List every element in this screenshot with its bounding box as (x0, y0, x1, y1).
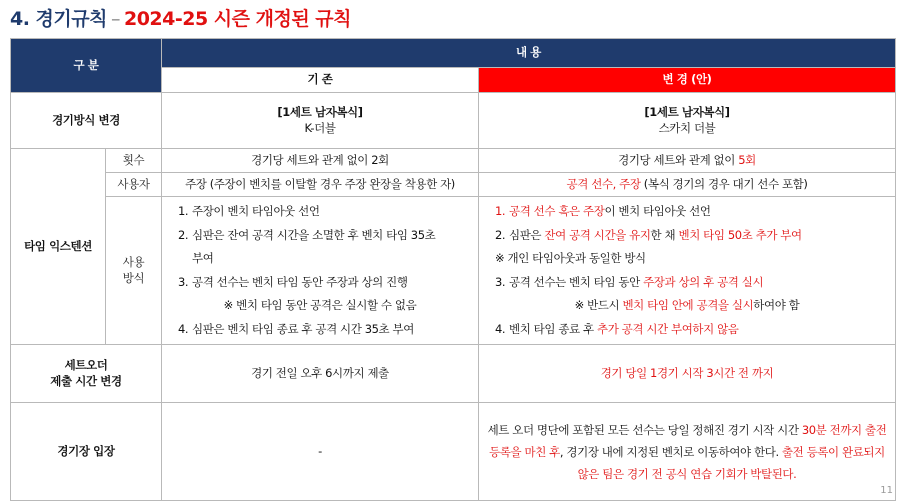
setorder-old: 경기 전일 오후 6시까지 제출 (162, 345, 479, 403)
item-text: 벤치 타임 종료 후 (509, 321, 597, 336)
list-item (479, 224, 895, 248)
entry-new-text (479, 413, 895, 491)
row-timeout-count (11, 149, 896, 173)
item-text-red: 추가 공격 시간 부여하지 않음 (596, 321, 739, 336)
list-item (162, 224, 478, 248)
entry-text-red: 출전 등록이 완료되지 않은 팀은 경기 전 공식 연습 기회가 박탈된다. (577, 444, 885, 481)
item-text: 심판은 벤치 타임 종료 후 공격 시간 35초 부여 (192, 321, 414, 336)
category-setorder (11, 345, 162, 403)
item-text: 한 채 (650, 227, 679, 242)
method-new (479, 197, 896, 345)
format-new-line2: 스카치 더블 (658, 120, 716, 135)
header-old: 기 존 (162, 68, 479, 93)
note-text: ※ 반드시 (574, 298, 623, 312)
list-item (162, 318, 478, 342)
category-setorder-line1: 세트오더 (64, 357, 108, 372)
count-new (479, 149, 896, 173)
count-old: 경기당 세트와 관계 없이 2회 (162, 149, 479, 173)
count-new-red: 5회 (738, 152, 756, 167)
list-note (479, 247, 895, 271)
method-old-list (162, 200, 478, 341)
row-timeout-method (11, 197, 896, 345)
sub-user: 사용자 (106, 173, 162, 197)
list-item-continuation (162, 247, 478, 271)
note-text: ※ 개인 타임아웃과 동일한 방식 (495, 251, 646, 265)
item-text: 공격 선수는 벤치 타임 동안 (509, 274, 644, 289)
list-note (479, 294, 895, 318)
item-text-red: 벤치 타임 50초 추가 부여 (678, 227, 802, 242)
method-old (162, 197, 479, 345)
header-gubun: 구 분 (11, 39, 162, 93)
note-text: 하여야 함 (753, 298, 800, 312)
title-highlight: 2024-25 시즌 개정된 규칙 (123, 8, 352, 30)
row-format (11, 93, 896, 149)
format-new-line1: [1세트 남자복식] (644, 104, 730, 119)
entry-text: 세트 오더 명단에 포함된 모든 선수는 당일 정해진 경기 시작 시간 (487, 422, 802, 437)
entry-new (479, 403, 896, 501)
list-item (162, 271, 478, 295)
list-note (162, 294, 478, 318)
sub-method-line2: 방식 (122, 270, 145, 285)
item-text-red: 주장과 상의 후 공격 실시 (643, 274, 764, 289)
page-title (10, 4, 351, 31)
sub-count: 횟수 (106, 149, 162, 173)
count-new-text: 경기당 세트와 관계 없이 (618, 152, 739, 167)
user-new-red: 공격 선수, 주장 (566, 176, 641, 191)
item-text-red: 공격 선수 혹은 주장 (509, 204, 605, 218)
list-item (479, 318, 895, 342)
item-text: 공격 선수는 벤치 타임 동안 주장과 상의 진행 (192, 274, 408, 289)
item-number: 1. (495, 204, 506, 218)
page-number: 11 (880, 485, 893, 496)
format-old (162, 93, 479, 149)
item-number: 2. (178, 227, 189, 242)
category-setorder-line2: 제출 시간 변경 (50, 373, 122, 388)
category-entry: 경기장 입장 (11, 403, 162, 501)
item-number: 1. (178, 204, 189, 218)
category-timeout: 타임 익스텐션 (11, 149, 106, 345)
setorder-new: 경기 당일 1경기 시작 3시간 전 까지 (479, 345, 896, 403)
row-entry (11, 403, 896, 501)
title-separator: – (110, 8, 120, 30)
method-new-list (479, 200, 895, 341)
item-text-red: 잔여 공격 시간을 유지 (544, 227, 651, 242)
note-text-red: 벤치 타임 안에 공격을 실시 (622, 298, 754, 312)
row-setorder (11, 345, 896, 403)
user-new-text: (복식 경기의 경우 대기 선수 포함) (640, 176, 808, 191)
item-number: 3. (495, 274, 506, 289)
item-text: 부여 (192, 251, 214, 265)
item-text: 심판은 (509, 227, 545, 242)
entry-old: - (162, 403, 479, 501)
note-text: ※ 벤치 타임 동안 공격은 실시할 수 없음 (223, 298, 417, 312)
category-format: 경기방식 변경 (11, 93, 162, 149)
user-old: 주장 (주장이 벤치를 이탈할 경우 주장 완장을 착용한 자) (162, 173, 479, 197)
list-item (479, 200, 895, 224)
format-old-line1: [1세트 남자복식] (277, 104, 363, 119)
header-new: 변 경 (안) (479, 68, 896, 93)
entry-text: , 경기장 내에 지정된 벤치로 이동하여야 한다. (559, 444, 782, 459)
sub-method (106, 197, 162, 345)
entry-text-red: 30분 전까지 출전 등록을 마친 후 (489, 422, 887, 459)
format-new (479, 93, 896, 149)
item-number: 4. (495, 321, 506, 336)
sub-method-line1: 사용 (122, 254, 145, 269)
item-number: 3. (178, 274, 189, 289)
title-prefix: 4. 경기규칙 (10, 8, 107, 30)
item-text: 이 벤치 타임아웃 선언 (604, 204, 711, 218)
list-item (479, 271, 895, 295)
row-timeout-user (11, 173, 896, 197)
item-number: 2. (495, 227, 506, 242)
header-content: 내 용 (162, 39, 896, 68)
user-new (479, 173, 896, 197)
item-text: 심판은 잔여 공격 시간을 소멸한 후 벤치 타임 35초 (192, 227, 436, 242)
item-text: 주장이 벤치 타임아웃 선언 (192, 204, 320, 218)
rules-table (10, 38, 896, 501)
list-item (162, 200, 478, 224)
format-old-line2: K-더블 (304, 120, 336, 135)
item-number: 4. (178, 321, 189, 336)
